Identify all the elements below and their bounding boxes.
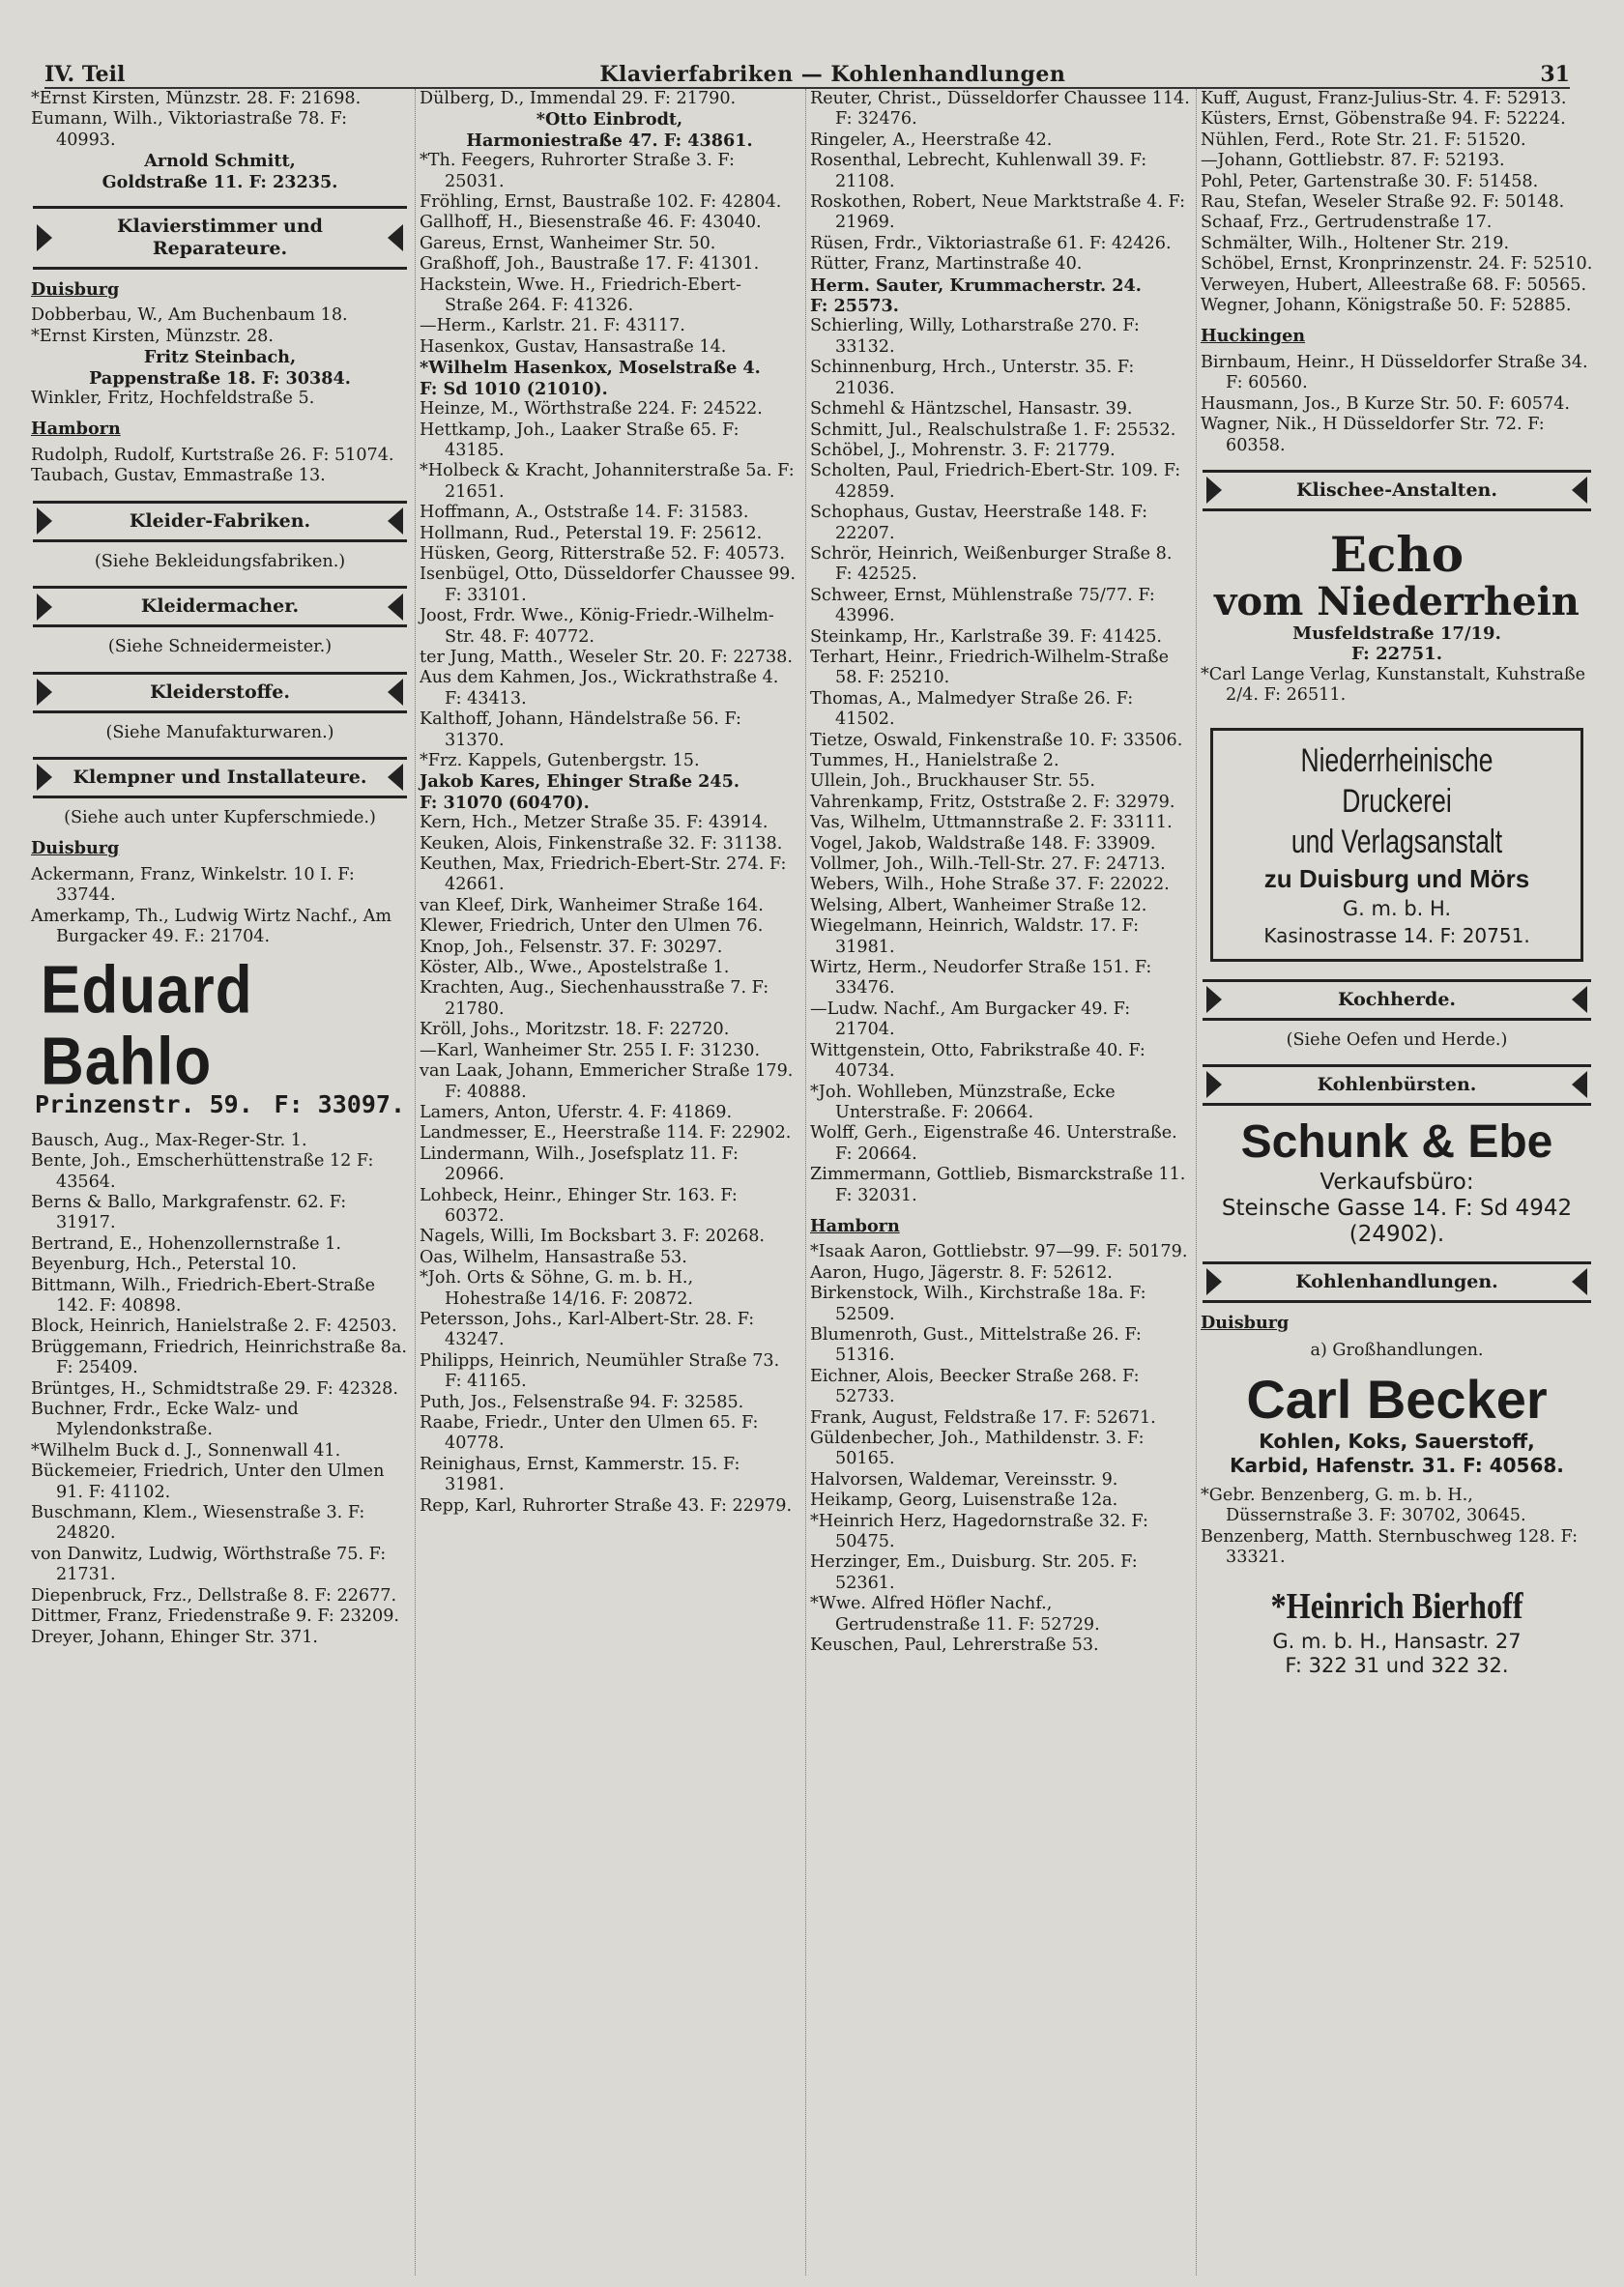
directory-entry: Ringeler, A., Heerstraße 42.: [810, 130, 1053, 150]
directory-entry: Taubach, Gustav, Emmastraße 13.: [31, 466, 326, 486]
directory-entry: Buschmann, Klem., Wiesenstraße 3. F: 24820.: [31, 1503, 365, 1544]
entry-highlight: Harmoniestraße 47. F: 43861.: [466, 130, 753, 151]
directory-entry: Graßhoff, Joh., Baustraße 17. F: 41301.: [420, 254, 760, 275]
directory-entry: Lamers, Anton, Uferstr. 4. F: 41869.: [420, 1102, 733, 1122]
directory-entry: *Joh. Orts & Söhne, G. m. b. H., Hohestraße 14/16. F: 20872.: [420, 1268, 694, 1309]
directory-entry: Rau, Stefan, Weseler Straße 92. F: 50148.: [1201, 192, 1565, 213]
section-heading: Kochherde.: [1203, 979, 1591, 1021]
directory-entry: Buchner, Frdr., Ecke Walz- und Mylendonkstraße.: [31, 1400, 299, 1440]
directory-entry: Klewer, Friedrich, Unter den Ulmen 76.: [420, 916, 764, 937]
page-header: [44, 43, 1570, 89]
entry-list: [810, 89, 1190, 275]
directory-entry: Rüsen, Frdr., Viktoriastraße 61. F: 42426.: [810, 233, 1172, 253]
directory-entry: Kröll, Johs., Moritzstr. 18. F: 22720.: [420, 1020, 730, 1040]
directory-entry: *Joh. Wohlleben, Münzstraße, Ecke Unterstraße. F: 20664.: [810, 1082, 1116, 1122]
directory-entry: Fröhling, Ernst, Baustraße 102. F: 42804.: [420, 192, 782, 213]
see-note: (Siehe Bekleidungsfabriken.): [94, 551, 346, 571]
directory-entry: *Wwe. Alfred Höfler Nachf., Gertrudenstraße 11. F: 52729.: [810, 1594, 1100, 1635]
directory-entry: Gareus, Ernst, Wanheimer Str. 50.: [420, 233, 716, 253]
directory-entry: *Frz. Kappels, Gutenbergstr. 15.: [420, 751, 700, 770]
advert-phone: F: 33097.: [274, 1090, 405, 1119]
directory-entry: Steinkamp, Hr., Karlstraße 39. F: 41425.: [810, 626, 1163, 647]
entry-list: [31, 89, 409, 151]
directory-entry: Bente, Joh., Emscherhüttenstraße 12 F: 43564.: [31, 1151, 374, 1192]
directory-entry: *Th. Feegers, Ruhrorter Straße 3. F: 25031.: [420, 151, 735, 191]
advert-bierhoff-line: F: 322 31 und 322 32.: [1285, 1654, 1509, 1678]
entry-highlight: Arnold Schmitt,: [144, 151, 296, 172]
section-heading: Kohlenhandlungen.: [1203, 1261, 1591, 1303]
directory-entry: Schaaf, Frz., Gertrudenstraße 17.: [1201, 213, 1493, 233]
directory-entry: Terhart, Heinr., Friedrich-Wilhelm-Straße 58. F: 25210.: [810, 647, 1169, 688]
directory-entry: Küsters, Ernst, Göbenstraße 94. F: 52224.: [1201, 109, 1566, 130]
directory-entry: Webers, Wilh., Hohe Straße 37. F: 22022.: [810, 875, 1170, 895]
directory-entry: Schmälter, Wilh., Holtener Str. 219.: [1201, 233, 1510, 253]
directory-entry: Roskothen, Robert, Neue Marktstraße 4. F: 21969.: [810, 192, 1186, 233]
directory-entry: *Isaak Aaron, Gottliebstr. 97—99. F: 50179.: [810, 1242, 1188, 1262]
directory-entry: Hoffmann, A., Oststraße 14. F: 31583.: [420, 503, 749, 523]
directory-entry: Schöbel, J., Mohrenstr. 3. F: 21779.: [810, 440, 1116, 460]
directory-entry: Ullein, Joh., Bruckhauser Str. 55.: [810, 771, 1095, 792]
advert-becker-line: [1201, 1430, 1593, 1478]
directory-entry: van Laak, Johann, Emmericher Straße 179. F: 40888.: [420, 1061, 794, 1102]
directory-entry: Dobberbau, W., Am Buchenbaum 18.: [31, 305, 348, 326]
directory-entry: Repp, Karl, Ruhrorter Straße 43. F: 22979.: [420, 1495, 793, 1516]
directory-entry: Heikamp, Georg, Luisenstraße 12a.: [810, 1491, 1118, 1511]
directory-entry: Tietze, Oswald, Finkenstraße 10. F: 33506.: [810, 730, 1183, 750]
directory-entry: Schmitt, Jul., Realschulstraße 1. F: 25532.: [810, 420, 1176, 440]
directory-entry: Wirtz, Herm., Neudorfer Straße 151. F: 33476.: [810, 958, 1152, 999]
advert-echo-subtitle: vom Niederrhein: [1214, 578, 1580, 624]
directory-entry: von Danwitz, Ludwig, Wörthstraße 75. F: 21731.: [31, 1544, 387, 1585]
directory-entry: Petersson, Johs., Karl-Albert-Str. 28. F: 43247.: [420, 1309, 755, 1350]
directory-entry: Bausch, Aug., Max-Reger-Str. 1.: [31, 1130, 307, 1150]
directory-entry: Schrör, Heinrich, Weißenburger Straße 8. F: 42525.: [810, 543, 1173, 585]
directory-entry: Bertrand, E., Hohenzollernstraße 1.: [31, 1233, 341, 1254]
directory-entry: Puth, Jos., Felsenstraße 94. F: 32585.: [420, 1392, 744, 1412]
directory-entry: Bückemeier, Friedrich, Unter den Ulmen 91. F: 41102.: [31, 1462, 385, 1502]
directory-entry: Gallhoff, H., Biesenstraße 46. F: 43040.: [420, 213, 762, 233]
directory-entry: Berns & Ballo, Markgrafenstr. 62. F: 31917.: [31, 1192, 347, 1233]
directory-entry: Hollmann, Rud., Peterstal 19. F: 25612.: [420, 523, 763, 543]
advert-becker-title: Carl Becker: [1246, 1368, 1548, 1430]
entry-list: [1201, 1486, 1593, 1569]
subsection-heading: a) Großhandlungen.: [1310, 1341, 1484, 1361]
section-heading: Klempner und Installateure.: [33, 757, 407, 798]
entry-list: [420, 399, 799, 771]
directory-entry: Wolff, Gerh., Eigenstraße 46. Unterstraße. F: 20664.: [810, 1123, 1177, 1164]
page-number: 31: [1540, 62, 1570, 87]
directory-entry: Keuken, Alois, Finkenstraße 32. F: 31138.: [420, 833, 783, 854]
entry-highlight: Pappenstraße 18. F: 30384.: [89, 367, 351, 389]
entry-list: [31, 446, 409, 487]
directory-entry: Welsing, Albert, Wanheimer Straße 12.: [810, 895, 1147, 915]
directory-entry: Tummes, H., Hanielstraße 2.: [810, 751, 1059, 770]
directory-entry: Amerkamp, Th., Ludwig Wirtz Nachf., Am Burgacker 49. F.: 21704.: [31, 906, 392, 946]
directory-entry: Schöbel, Ernst, Kronprinzenstr. 24. F: 52510.: [1201, 254, 1593, 275]
directory-entry: Schmehl & Häntzschel, Hansastr. 39.: [810, 399, 1133, 420]
directory-entry: Hüsken, Georg, Ritterstraße 52. F: 40573.: [420, 543, 786, 564]
directory-entry: Rudolph, Rudolf, Kurtstraße 26. F: 51074.: [31, 445, 394, 465]
directory-entry: Halvorsen, Waldemar, Vereinsstr. 9.: [810, 1469, 1118, 1490]
directory-entry: Rosenthal, Lebrecht, Kuhlenwall 39. F: 21108.: [810, 151, 1147, 191]
directory-entry: Joost, Frdr. Wwe., König-Friedr.-Wilhelm-Str. 48. F: 40772.: [420, 606, 774, 647]
directory-entry: Aus dem Kahmen, Jos., Wickrathstraße 4. F: 43413.: [420, 668, 779, 709]
directory-entry: Birnbaum, Heinr., H Düsseldorfer Straße 34. F: 60560.: [1201, 352, 1588, 393]
directory-entry: Hausmann, Jos., B Kurze Str. 50. F: 60574.: [1201, 393, 1570, 414]
directory-entry: Reuter, Christ., Düsseldorfer Chaussee 114. F: 32476.: [810, 89, 1190, 130]
directory-entry: Ackermann, Franz, Winkelstr. 10 I. F: 33744.: [31, 864, 355, 906]
advert-becker-line2: Karbid, Hafenstr. 31. F: 40568.: [1230, 1453, 1564, 1477]
directory-entry: Dittmer, Franz, Friedenstraße 9. F: 23209.: [31, 1607, 399, 1627]
entry-highlight: Jakob Kares, Ehinger Straße 245.: [420, 771, 740, 793]
entry-highlight: *Wilhelm Hasenkox, Moselstraße 4.: [420, 358, 761, 379]
directory-entry: Schierling, Willy, Lotharstraße 270. F: 33132.: [810, 316, 1140, 357]
columns: [27, 89, 1599, 2275]
entry-list: [1201, 353, 1593, 456]
directory-entry: Thomas, A., Malmedyer Straße 26. F: 41502.: [810, 688, 1134, 730]
advert-echo-phone: F: 22751.: [1351, 644, 1442, 665]
directory-entry: —Karl, Wanheimer Str. 255 I. F: 31230.: [420, 1040, 761, 1060]
column-4: [1197, 89, 1599, 2275]
advert-echo-street: Musfeldstraße 17/19.: [1292, 622, 1501, 644]
directory-entry: Aaron, Hugo, Jägerstr. 8. F: 52612.: [810, 1262, 1113, 1283]
advert-street: Prinzenstr. 59.: [35, 1090, 253, 1119]
entry-list: [31, 865, 409, 948]
directory-entry: Isenbügel, Otto, Düsseldorfer Chaussee 99. F: 33101.: [420, 565, 796, 605]
directory-entry: Wiegelmann, Heinrich, Waldstr. 17. F: 31981.: [810, 916, 1140, 957]
directory-entry: —Ludw. Nachf., Am Burgacker 49. F: 21704.: [810, 999, 1131, 1040]
entry-highlight: Herm. Sauter, Krummacherstr. 24.: [810, 275, 1142, 296]
section-heading: Klavierstimmer und Reparateure.: [33, 206, 407, 270]
directory-entry: Köster, Alb., Wwe., Apostelstraße 1.: [420, 958, 730, 978]
advert-druckerei-line5: Kasinostrasse 14. F: 20751.: [1263, 923, 1530, 947]
column-3: [806, 89, 1197, 2275]
directory-entry: Kern, Hch., Metzer Straße 35. F: 43914.: [420, 813, 768, 833]
advert-schunk-title: Schunk & Ebe: [1240, 1115, 1553, 1168]
directory-entry: Hasenkox, Gustav, Hansastraße 14.: [420, 336, 727, 357]
directory-entry: van Kleef, Dirk, Wanheimer Straße 164.: [420, 895, 764, 915]
directory-entry: Wegner, Johann, Königstraße 50. F: 52885.: [1201, 296, 1572, 316]
directory-entry: Rütter, Franz, Martinstraße 40.: [810, 254, 1083, 275]
entry-highlight: Goldstraße 11. F: 23235.: [102, 171, 338, 192]
directory-entry: Philipps, Heinrich, Neumühler Straße 73. F: 41165.: [420, 1350, 780, 1392]
directory-entry: Lindermann, Wilh., Josefsplatz 11. F: 20966.: [420, 1144, 739, 1185]
entry-list: [810, 1242, 1190, 1656]
advert-becker-line1: Kohlen, Koks, Sauerstoff,: [1259, 1429, 1535, 1453]
place-heading: Duisburg: [1201, 1312, 1290, 1333]
directory-entry: Herzinger, Em., Duisburg. Str. 205. F: 52361.: [810, 1552, 1138, 1593]
entry-list: [31, 1131, 409, 1648]
directory-entry: Heinze, M., Wörthstraße 224. F: 24522.: [420, 399, 763, 420]
directory-entry: Vas, Wilhelm, Uttmannstraße 2. F: 33111.: [810, 813, 1173, 833]
directory-entry: *Wilhelm Buck d. J., Sonnenwall 41.: [31, 1440, 341, 1461]
entry-highlight: F: 25573.: [810, 296, 899, 317]
directory-entry: Kuff, August, Franz-Julius-Str. 4. F: 52913.: [1201, 89, 1567, 108]
directory-entry: *Ernst Kirsten, Münzstr. 28.: [31, 326, 274, 346]
entry: Winkler, Fritz, Hochfeldstraße 5.: [31, 389, 315, 409]
directory-entry: Nühlen, Ferd., Rote Str. 21. F: 51520.: [1201, 130, 1526, 150]
directory-entry: Vahrenkamp, Fritz, Oststraße 2. F: 32979.: [810, 792, 1175, 812]
entry: *Carl Lange Verlag, Kunstanstalt, Kuhstraße 2/4. F: 26511.: [1201, 664, 1586, 706]
see-note: (Siehe auch unter Kupferschmiede.): [64, 807, 376, 827]
directory-entry: ter Jung, Matth., Weseler Str. 20. F: 22738.: [420, 647, 793, 667]
directory-entry: Zimmermann, Gottlieb, Bismarckstraße 11. F: 32031.: [810, 1165, 1186, 1205]
directory-entry: Nagels, Willi, Im Bocksbart 3. F: 20268.: [420, 1227, 766, 1247]
directory-entry: Hettkamp, Joh., Laaker Straße 65. F: 43185.: [420, 420, 740, 460]
directory-entry: Knop, Joh., Felsenstr. 37. F: 30297.: [420, 937, 723, 957]
entry-highlight: F: Sd 1010 (21010).: [420, 378, 608, 399]
directory-entry: Reinighaus, Ernst, Kammerstr. 15. F: 31981.: [420, 1454, 740, 1495]
section-heading: Kohlenbürsten.: [1203, 1064, 1591, 1106]
advert-bierhoff-title: *Heinrich Bierhoff: [1270, 1586, 1523, 1628]
see-note: (Siehe Manufakturwaren.): [105, 722, 334, 742]
directory-entry: Dülberg, D., Immendal 29. F: 21790.: [420, 89, 737, 108]
advert-schunk-line: Steinsche Gasse 14. F: Sd 4942: [1221, 1195, 1573, 1221]
directory-entry: Schinnenburg, Hrch., Unterstr. 35. F: 21036.: [810, 358, 1135, 398]
directory-entry: Brüntges, H., Schmidtstraße 29. F: 42328.: [31, 1378, 398, 1399]
place-heading: Duisburg: [31, 838, 120, 859]
directory-entry: Birkenstock, Wilh., Kirchstraße 18a. F: 52509.: [810, 1284, 1146, 1324]
directory-entry: Scholten, Paul, Friedrich-Ebert-Str. 109. F: 42859.: [810, 461, 1181, 502]
directory-entry: Vollmer, Joh., Wilh.-Tell-Str. 27. F: 24713.: [810, 854, 1166, 875]
advert-druckerei-line2: und Verlagsanstalt: [1290, 823, 1503, 860]
entry-highlight: F: 31070 (60470).: [420, 792, 590, 813]
entry-list: [420, 813, 799, 1517]
entry-list: [31, 305, 409, 347]
directory-entry: Bittmann, Wilh., Friedrich-Ebert-Straße 142. F: 40898.: [31, 1275, 376, 1316]
directory-entry: Diepenbruck, Frz., Dellstraße 8. F: 22677.: [31, 1585, 397, 1606]
directory-entry: Lohbeck, Heinr., Ehinger Str. 163. F: 60372.: [420, 1185, 738, 1226]
see-note: (Siehe Oefen und Herde.): [1286, 1029, 1508, 1050]
entry-list: [420, 151, 799, 358]
directory-entry: *Ernst Kirsten, Münzstr. 28. F: 21698.: [31, 89, 362, 108]
place-heading: Duisburg: [31, 279, 120, 301]
directory-entry: Landmesser, E., Heerstraße 114. F: 22902.: [420, 1123, 792, 1144]
directory-entry: Benzenberg, Matth. Sternbuschweg 128. F: 33321.: [1201, 1526, 1579, 1567]
section-heading: Kleiderstoffe.: [33, 672, 407, 713]
directory-entry: Wagner, Nik., H Düsseldorfer Str. 72. F: 60358.: [1201, 415, 1545, 455]
place-heading: Hamborn: [810, 1215, 900, 1236]
directory-entry: —Herm., Karlstr. 21. F: 43117.: [420, 316, 685, 336]
advert-druckerei-line4: G. m. b. H.: [1342, 896, 1452, 920]
advert-echo-title: Echo: [1329, 525, 1464, 583]
directory-entry: *Gebr. Benzenberg, G. m. b. H., Düssernstraße 3. F: 30702, 30645.: [1201, 1485, 1526, 1526]
directory-entry: Verweyen, Hubert, Alleestraße 68. F: 50565.: [1201, 275, 1587, 295]
column-2: [416, 89, 806, 2275]
directory-entry: Frank, August, Feldstraße 17. F: 52671.: [810, 1407, 1156, 1428]
directory-entry: —Johann, Gottliebstr. 87. F: 52193.: [1201, 151, 1505, 171]
entry-list: [810, 316, 1190, 1205]
directory-entry: Keuschen, Paul, Lehrerstraße 53.: [810, 1636, 1099, 1656]
column-1: [27, 89, 416, 2275]
entry-list: [420, 89, 799, 109]
directory-entry: Oas, Wilhelm, Hansastraße 53.: [420, 1247, 687, 1267]
advert-schunk-line: (24902).: [1348, 1221, 1445, 1247]
section-heading: Kleider-Fabriken.: [33, 501, 407, 542]
directory-entry: Vogel, Jakob, Waldstraße 148. F: 33909.: [810, 833, 1156, 854]
directory-entry: Wittgenstein, Otto, Fabrikstraße 40. F: 40734.: [810, 1040, 1146, 1082]
section-heading: Kleidermacher.: [33, 586, 407, 627]
directory-entry: Beyenburg, Hch., Peterstal 10.: [31, 1255, 297, 1275]
advert-druckerei-line1: Niederrheinische Druckerei: [1300, 741, 1494, 820]
see-note: (Siehe Schneidermeister.): [107, 637, 333, 657]
header-title: Klavierfabriken — Kohlenhandlungen: [599, 62, 1066, 87]
directory-entry: *Holbeck & Kracht, Johanniterstraße 5a. F: 21651.: [420, 461, 795, 502]
directory-entry: Blumenroth, Gust., Mittelstraße 26. F: 51316.: [810, 1324, 1142, 1366]
entry-highlight: Fritz Steinbach,: [143, 347, 297, 368]
directory-entry: Schweer, Ernst, Mühlenstraße 75/77. F: 43996.: [810, 585, 1155, 626]
directory-entry: *Heinrich Herz, Hagedornstraße 32. F: 50475.: [810, 1511, 1148, 1552]
advert-name: Eduard Bahlo: [41, 953, 253, 1100]
advert-druckerei-line3: zu Duisburg und Mörs: [1263, 863, 1530, 893]
directory-entry: Block, Heinrich, Hanielstraße 2. F: 42503.: [31, 1317, 397, 1337]
directory-entry: Krachten, Aug., Siechenhausstraße 7. F: 21780.: [420, 978, 769, 1019]
directory-entry: Raabe, Friedr., Unter den Ulmen 65. F: 40778.: [420, 1413, 759, 1454]
directory-entry: Eumann, Wilh., Viktoriastraße 78. F: 40993.: [31, 109, 348, 150]
directory-entry: Schophaus, Gustav, Heerstraße 148. F: 22207.: [810, 503, 1148, 543]
advert-schunk-line: Verkaufsbüro:: [1320, 1169, 1474, 1195]
entry-list: [1201, 89, 1593, 316]
place-heading: Huckingen: [1201, 326, 1306, 347]
directory-entry: Güldenbecher, Joh., Mathildenstr. 3. F: 50165.: [810, 1429, 1145, 1469]
directory-entry: Hackstein, Wwe. H., Friedrich-Ebert-Straße 264. F: 41326.: [420, 275, 741, 316]
advert-bierhoff-line: G. m. b. H., Hansastr. 27: [1272, 1630, 1522, 1654]
directory-entry: Kalthoff, Johann, Händelstraße 56. F: 31370.: [420, 709, 741, 750]
directory-entry: Keuthen, Max, Friedrich-Ebert-Str. 274. F: 42661.: [420, 854, 787, 895]
advert-druckerei-box: [1210, 728, 1583, 962]
section-heading: Klischee-Anstalten.: [1203, 470, 1591, 511]
header-section: IV. Teil: [44, 62, 126, 87]
entry-highlight: *Otto Einbrodt,: [536, 109, 683, 130]
directory-entry: Dreyer, Johann, Ehinger Str. 371.: [31, 1627, 319, 1647]
place-heading: Hamborn: [31, 419, 121, 440]
directory-entry: Eichner, Alois, Beecker Straße 268. F: 52733.: [810, 1366, 1140, 1407]
directory-entry: Pohl, Peter, Gartenstraße 30. F: 51458.: [1201, 171, 1539, 191]
directory-entry: Brüggemann, Friedrich, Heinrichstraße 8a. F: 25409.: [31, 1337, 407, 1378]
